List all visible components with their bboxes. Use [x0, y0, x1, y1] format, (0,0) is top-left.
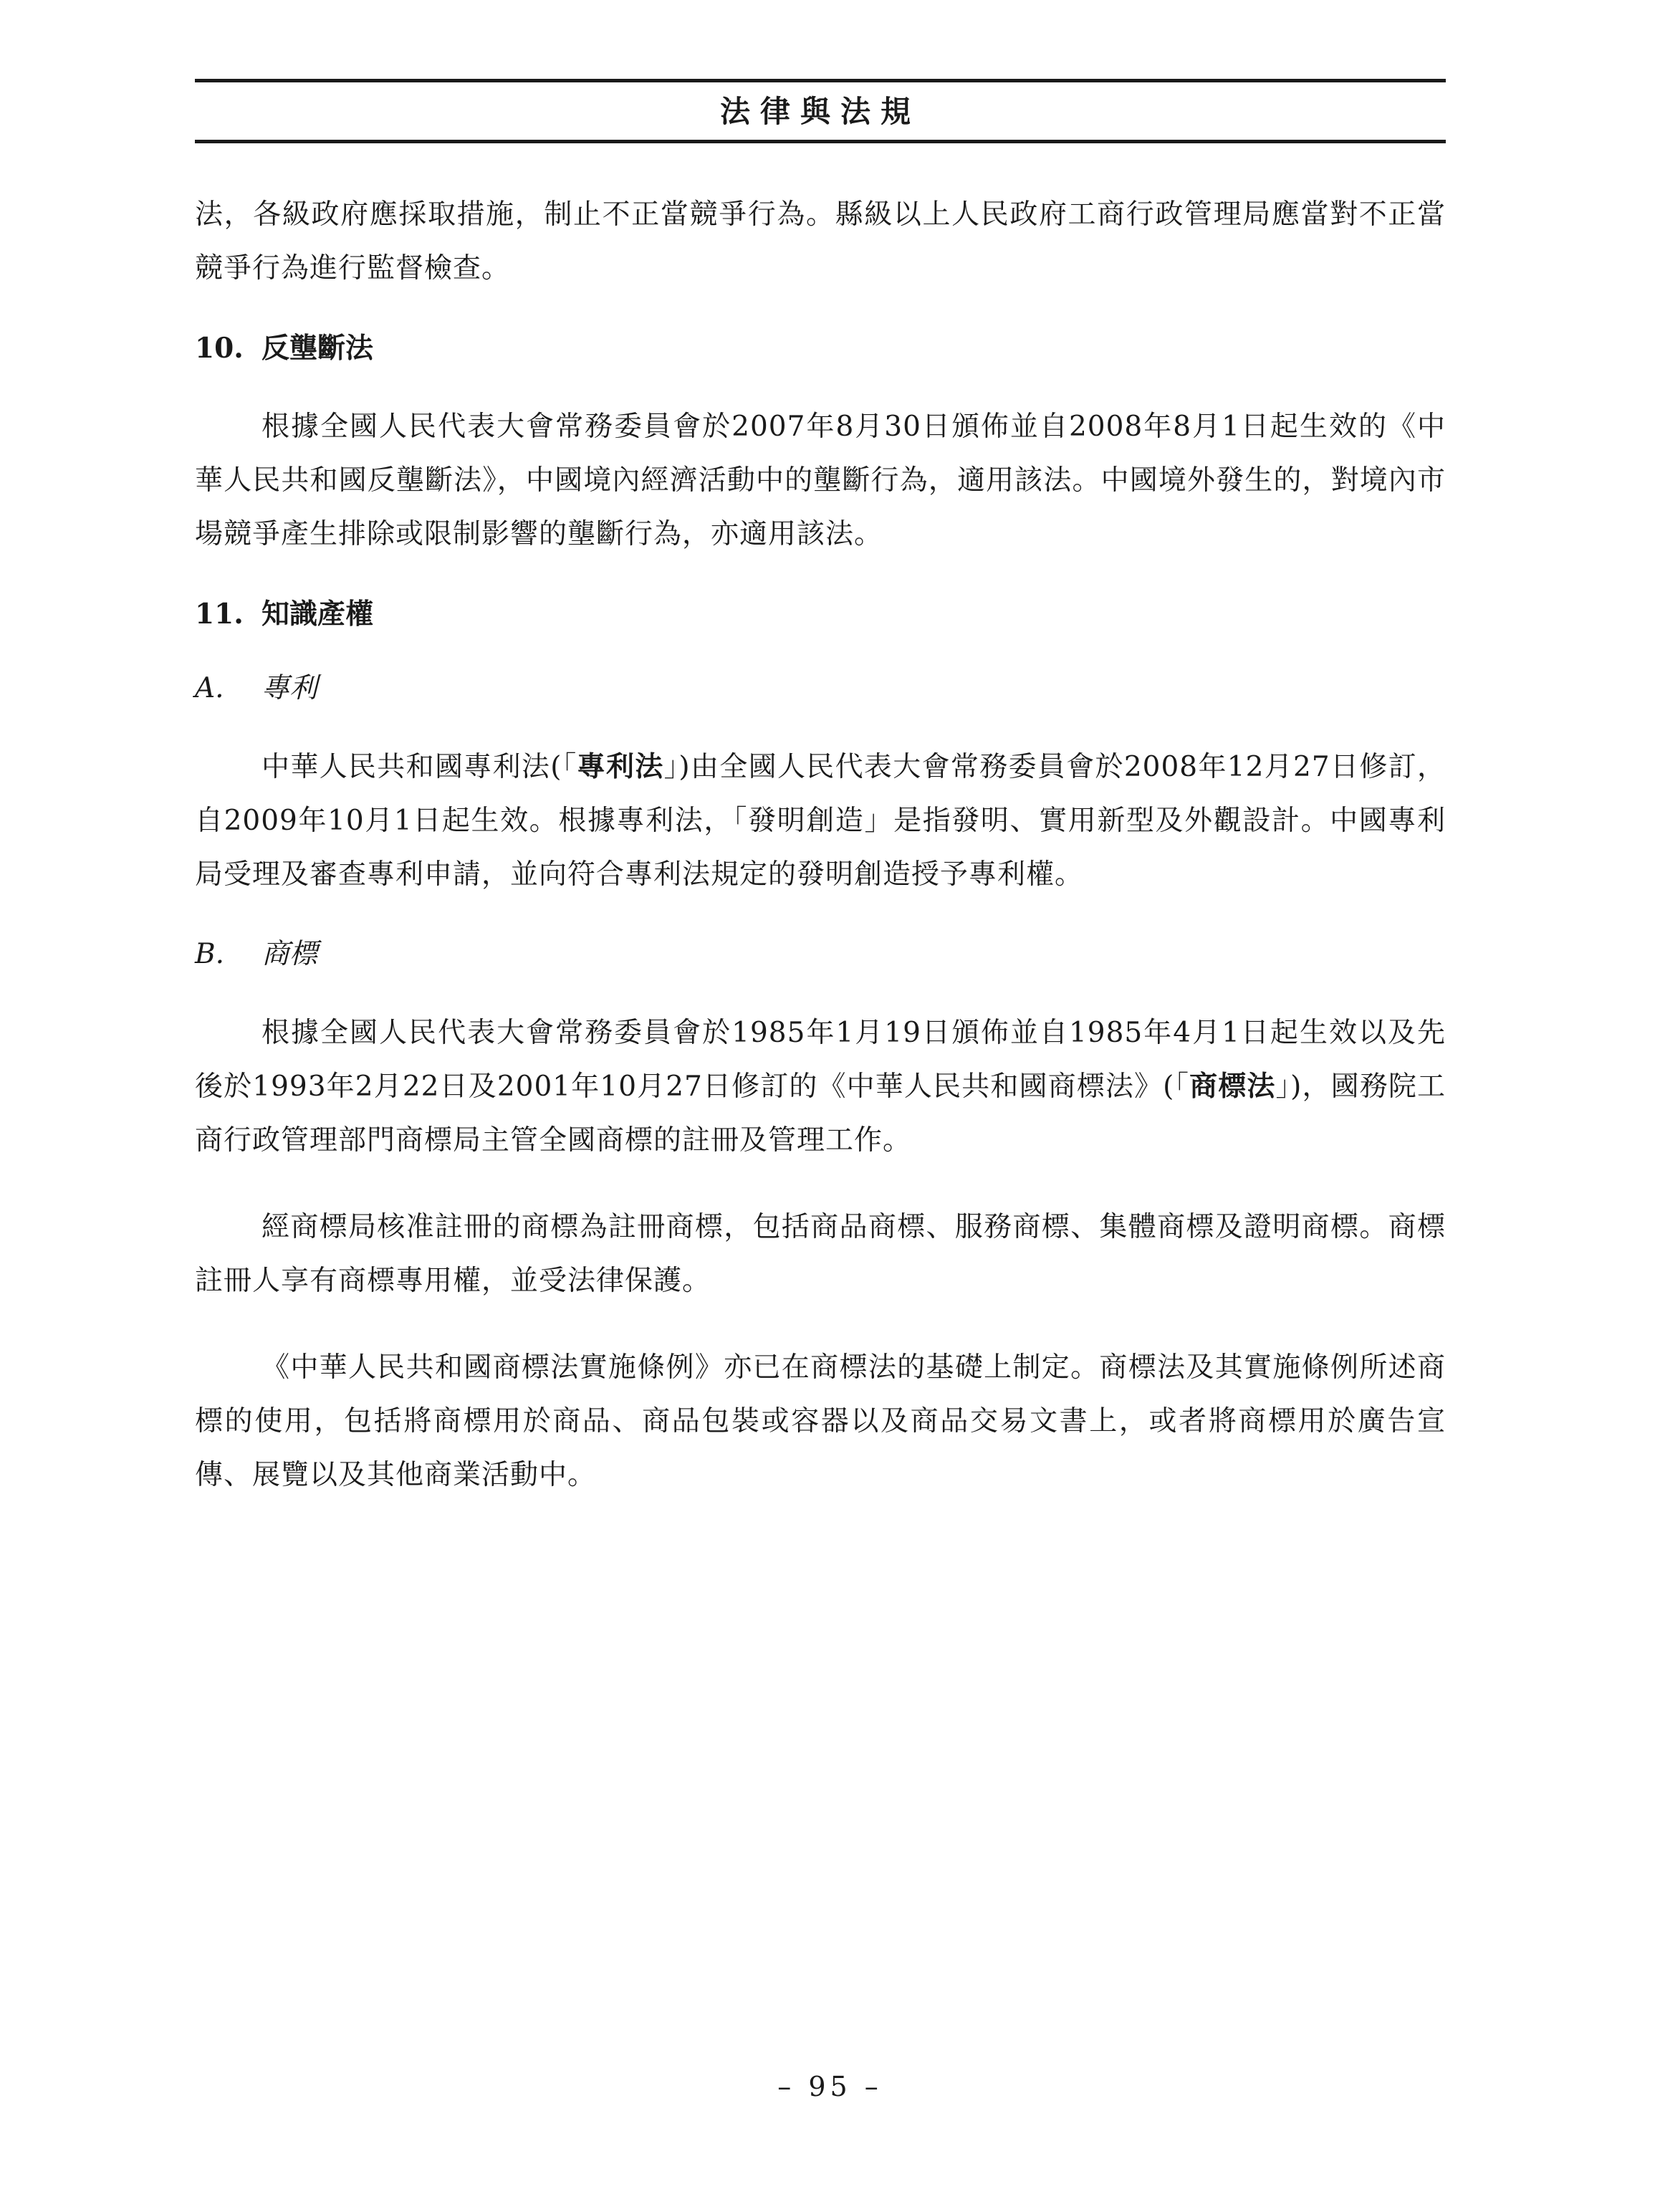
subsection-a-number: A. — [195, 672, 224, 704]
header-title: 法律與法規 — [719, 94, 921, 129]
section-10-heading — [195, 327, 1446, 370]
document-page — [195, 79, 1446, 1502]
page-number: – 95 – — [777, 2071, 883, 2102]
section-10-title: 反壟斷法 — [262, 332, 374, 365]
patent-paragraph — [195, 740, 1446, 901]
trademark-paragraph-1 — [195, 1006, 1446, 1167]
trademark-law-defined-term: 商標法 — [1189, 1070, 1276, 1103]
trademark-paragraph-1-pre: 根據全國人民代表大會常務委員會於1985年1月19日頒佈並自1985年4月1日起生效以及先後於1993年2月22日及2001年10月27日修訂的《中華人民共和國商標法》(「 — [195, 1017, 1446, 1103]
intro-paragraph: 法，各級政府應採取措施，制止不正當競爭行為。縣級以上人民政府工商行政管理局應當對不正當競爭行為進行監督檢查。 — [195, 198, 1446, 284]
section-11-title: 知識產權 — [262, 598, 374, 631]
subsection-a-heading — [195, 667, 1446, 710]
subsection-b-title: 商標 — [262, 938, 318, 970]
header-bottom-rule — [195, 140, 1446, 143]
trademark-paragraph-1-post: 」)，國務院工商行政管理部門商標局主管全國商標的註冊及管理工作。 — [195, 1071, 1446, 1157]
patent-paragraph-post: 」)由全國人民代表大會常務委員會於2008年12月27日修訂，自2009年10月1日起生效。根據專利法，「發明創造」是指發明、實用新型及外觀設計。中國專利局受理及審查專利申請，並向符合專利法規定的發明創造授予專利權。 — [195, 751, 1446, 891]
trademark-paragraph-3: 《中華人民共和國商標法實施條例》亦已在商標法的基礎上制定。商標法及其實施條例所述商標的使用，包括將商標用於商品、商品包裝或容器以及商品交易文書上，或者將商標用於廣告宣傳、展覽以及其他商業活動中。 — [195, 1351, 1446, 1491]
section-11-heading — [195, 593, 1446, 636]
patent-law-defined-term: 專利法 — [577, 750, 664, 783]
section-10-number: 10. — [195, 332, 244, 365]
section-10-paragraph: 根據全國人民代表大會常務委員會於2007年8月30日頒佈並自2008年8月1日起生效的《中華人民共和國反壟斷法》，中國境內經濟活動中的壟斷行為，適用該法。中國境外發生的，對境內市場競爭產生排除或限制影響的壟斷行為，亦適用該法。 — [195, 411, 1446, 550]
subsection-a-title: 專利 — [262, 672, 318, 704]
subsection-b-heading — [195, 933, 1446, 976]
trademark-paragraph-2: 經商標局核准註冊的商標為註冊商標，包括商品商標、服務商標、集體商標及證明商標。商標註冊人享有商標專用權，並受法律保護。 — [195, 1211, 1446, 1297]
section-11-number: 11. — [195, 598, 244, 631]
patent-paragraph-pre: 中華人民共和國專利法(「 — [262, 751, 577, 783]
subsection-b-number: B. — [195, 938, 225, 970]
